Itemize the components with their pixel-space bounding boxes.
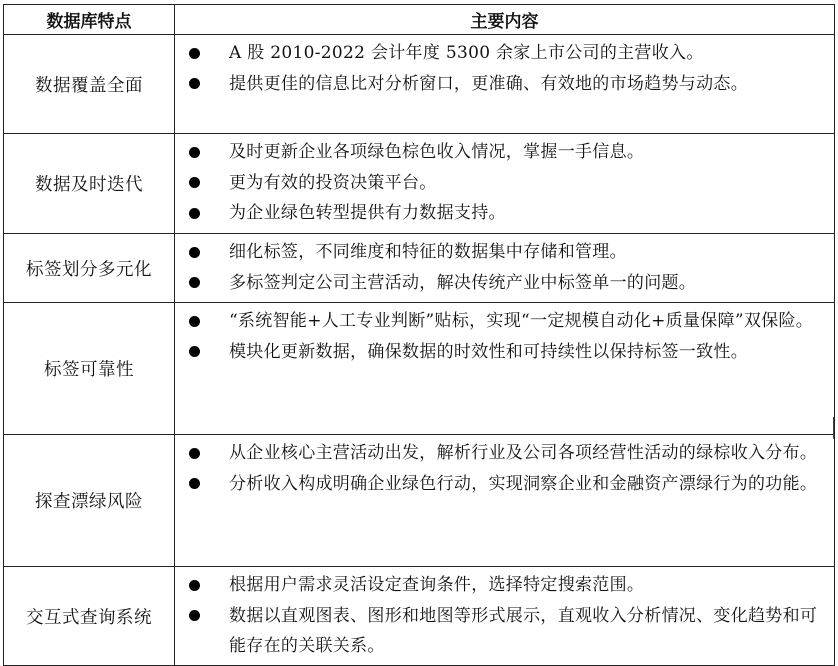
bullet-list xyxy=(175,570,826,662)
list-item xyxy=(175,570,826,601)
bullet-icon xyxy=(189,478,200,489)
table-row xyxy=(4,303,835,435)
feature-cell: 数据覆盖全面 xyxy=(4,35,175,134)
list-item xyxy=(175,137,826,168)
table-row xyxy=(4,435,835,567)
list-item-text: 更为有效的投资决策平台。 xyxy=(229,172,437,193)
list-item xyxy=(175,237,826,268)
list-item-text: 数据以直观图表、图形和地图等形式展示，直观收入分析情况、变化趋势和可能存在的关联关系。 xyxy=(229,605,818,656)
list-item-text: 根据用户需求灵活设定查询条件，选择特定搜索范围。 xyxy=(229,575,645,595)
bullet-list xyxy=(175,306,826,367)
bullet-icon xyxy=(189,346,200,357)
feature-cell: 数据及时迭代 xyxy=(4,134,175,234)
list-item xyxy=(175,69,826,100)
list-item xyxy=(175,168,826,199)
list-item-text: 及时更新企业各项绿色棕色收入情况，掌握一手信息。 xyxy=(229,142,645,162)
bullet-list xyxy=(175,137,826,229)
bullet-icon xyxy=(189,78,200,89)
content-cell xyxy=(175,567,835,666)
bullet-icon xyxy=(189,277,200,288)
list-item xyxy=(175,198,826,229)
header-content: 主要内容 xyxy=(175,5,835,35)
table-header-row xyxy=(4,5,835,35)
feature-cell: 标签可靠性 xyxy=(4,303,175,435)
bullet-icon xyxy=(189,580,200,591)
bullet-list xyxy=(175,38,826,99)
content-cell xyxy=(175,134,835,234)
list-item xyxy=(175,469,826,500)
list-item xyxy=(175,438,826,469)
list-item-text: 多标签判定公司主营活动，解决传统产业中标签单一的问题。 xyxy=(229,272,697,293)
content-cell xyxy=(175,234,835,303)
content-cell xyxy=(175,35,835,134)
bullet-icon xyxy=(189,247,200,258)
list-item xyxy=(175,268,826,299)
database-features-table xyxy=(3,4,835,666)
bullet-icon xyxy=(189,147,200,158)
feature-cell: 标签划分多元化 xyxy=(4,234,175,303)
content-cell xyxy=(175,435,835,567)
bullet-icon xyxy=(189,48,200,59)
feature-cell: 探查漂绿风险 xyxy=(4,435,175,567)
header-feature: 数据库特点 xyxy=(4,5,175,35)
list-item-text: 为企业绿色转型提供有力数据支持。 xyxy=(229,203,506,223)
list-item-text: 提供更佳的信息比对分析窗口，更准确、有效地的市场趋势与动态。 xyxy=(229,73,748,94)
content-cell xyxy=(175,303,835,435)
list-item xyxy=(175,306,826,337)
list-item xyxy=(175,38,826,69)
bullet-list xyxy=(175,237,826,298)
bullet-icon xyxy=(189,316,200,327)
list-item-text: “系统智能+人工专业判断”贴标，实现“一定规模自动化+质量保障”双保险。 xyxy=(229,311,814,331)
list-item-text: A 股 2010-2022 会计年度 5300 余家上市公司的主营收入。 xyxy=(229,43,704,63)
bullet-icon xyxy=(189,208,200,219)
list-item-text: 细化标签，不同维度和特征的数据集中存储和管理。 xyxy=(229,242,627,262)
table-row xyxy=(4,134,835,234)
list-item-text: 从企业核心主营活动出发，解析行业及公司各项经营性活动的绿棕收入分布。 xyxy=(229,443,818,463)
table-row xyxy=(4,35,835,134)
bullet-icon xyxy=(189,448,200,459)
list-item xyxy=(175,337,826,368)
bullet-list xyxy=(175,438,826,499)
bullet-icon xyxy=(189,610,200,621)
bullet-icon xyxy=(189,177,200,188)
list-item-text: 分析收入构成明确企业绿色行动，实现洞察企业和金融资产漂绿行为的功能。 xyxy=(229,473,818,494)
database-features-table-container xyxy=(3,4,835,666)
table-row xyxy=(4,234,835,303)
text-cursor-mark xyxy=(833,417,834,439)
table-row xyxy=(4,567,835,666)
feature-cell: 交互式查询系统 xyxy=(4,567,175,666)
list-item-text: 模块化更新数据，确保数据的时效性和可持续性以保持标签一致性。 xyxy=(229,341,748,362)
list-item xyxy=(175,601,826,662)
